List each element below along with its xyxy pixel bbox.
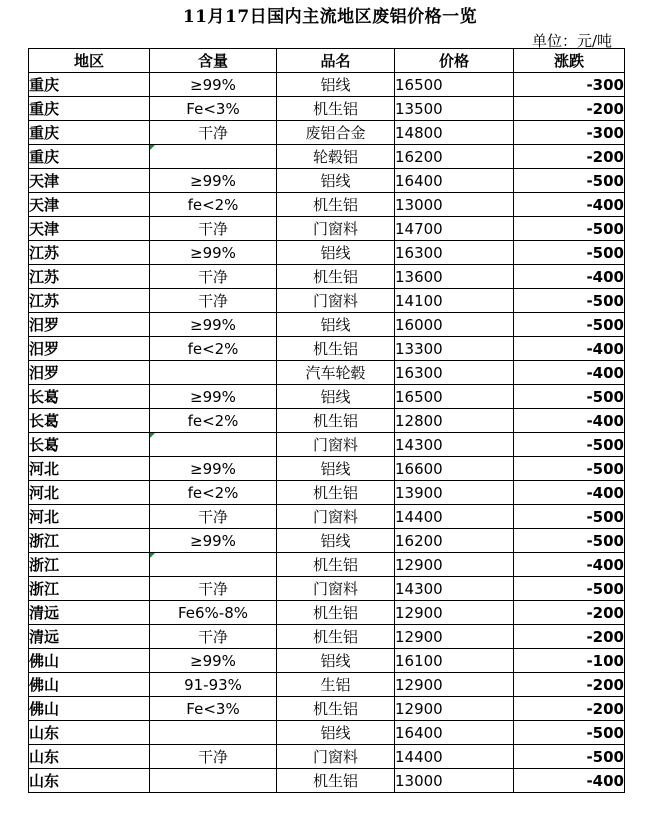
column-header-price: 价格: [395, 49, 514, 73]
change-cell: -200: [514, 673, 625, 697]
region-cell: 重庆: [29, 97, 150, 121]
content-cell: 干净: [150, 505, 277, 529]
content-cell: [150, 433, 277, 457]
content-cell: [150, 553, 277, 577]
region-cell: 浙江: [29, 553, 150, 577]
region-cell: 山东: [29, 721, 150, 745]
price-cell: 16500: [395, 385, 514, 409]
table-row: [29, 745, 625, 769]
product-cell: 机生铝: [277, 97, 395, 121]
product-cell: 门窗料: [277, 745, 395, 769]
change-cell: -500: [514, 169, 625, 193]
content-cell: [150, 769, 277, 793]
content-cell: fe<2%: [150, 409, 277, 433]
region-cell: 长葛: [29, 409, 150, 433]
table-row: [29, 769, 625, 793]
content-cell: Fe<3%: [150, 697, 277, 721]
region-cell: 天津: [29, 217, 150, 241]
content-cell: ≥99%: [150, 73, 277, 97]
product-cell: 机生铝: [277, 769, 395, 793]
table-row: [29, 337, 625, 361]
price-cell: 16300: [395, 361, 514, 385]
content-cell: [150, 145, 277, 169]
price-cell: 12900: [395, 601, 514, 625]
region-cell: 汨罗: [29, 361, 150, 385]
price-cell: 16200: [395, 529, 514, 553]
change-cell: -500: [514, 457, 625, 481]
change-cell: -500: [514, 289, 625, 313]
price-cell: 12900: [395, 673, 514, 697]
price-cell: 14800: [395, 121, 514, 145]
region-cell: 汨罗: [29, 313, 150, 337]
price-cell: 14700: [395, 217, 514, 241]
table-row: [29, 433, 625, 457]
change-cell: -500: [514, 385, 625, 409]
change-cell: -400: [514, 409, 625, 433]
content-cell: 干净: [150, 217, 277, 241]
product-cell: 废铝合金: [277, 121, 395, 145]
price-cell: 14100: [395, 289, 514, 313]
change-cell: -400: [514, 265, 625, 289]
change-cell: -400: [514, 193, 625, 217]
table-row: [29, 601, 625, 625]
change-cell: -500: [514, 505, 625, 529]
region-cell: 河北: [29, 457, 150, 481]
price-table: [28, 48, 625, 793]
change-cell: -500: [514, 721, 625, 745]
price-cell: 16400: [395, 721, 514, 745]
table-row: [29, 457, 625, 481]
content-cell: ≥99%: [150, 169, 277, 193]
table-row: [29, 97, 625, 121]
product-cell: 汽车轮毂: [277, 361, 395, 385]
region-cell: 清远: [29, 601, 150, 625]
change-cell: -500: [514, 433, 625, 457]
content-cell: 干净: [150, 289, 277, 313]
content-cell: [150, 361, 277, 385]
product-cell: 铝线: [277, 649, 395, 673]
change-cell: -400: [514, 361, 625, 385]
price-cell: 13000: [395, 193, 514, 217]
region-cell: 重庆: [29, 73, 150, 97]
price-cell: 13900: [395, 481, 514, 505]
change-cell: -500: [514, 529, 625, 553]
column-header-change: 涨跌: [514, 49, 625, 73]
region-cell: 浙江: [29, 529, 150, 553]
product-cell: 门窗料: [277, 433, 395, 457]
change-cell: -300: [514, 121, 625, 145]
table-row: [29, 505, 625, 529]
change-cell: -200: [514, 697, 625, 721]
change-cell: -400: [514, 553, 625, 577]
content-cell: Fe6%-8%: [150, 601, 277, 625]
change-cell: -300: [514, 73, 625, 97]
price-cell: 16500: [395, 73, 514, 97]
table-row: [29, 217, 625, 241]
region-cell: 长葛: [29, 433, 150, 457]
table-row: [29, 577, 625, 601]
price-cell: 13000: [395, 769, 514, 793]
price-cell: 13600: [395, 265, 514, 289]
product-cell: 门窗料: [277, 577, 395, 601]
price-cell: 14300: [395, 577, 514, 601]
column-header-product: 品名: [277, 49, 395, 73]
content-cell: 干净: [150, 625, 277, 649]
content-cell: ≥99%: [150, 241, 277, 265]
region-cell: 长葛: [29, 385, 150, 409]
product-cell: 轮毂铝: [277, 145, 395, 169]
price-cell: 12900: [395, 553, 514, 577]
price-cell: 16400: [395, 169, 514, 193]
product-cell: 门窗料: [277, 505, 395, 529]
content-cell: ≥99%: [150, 457, 277, 481]
content-cell: 干净: [150, 745, 277, 769]
product-cell: 铝线: [277, 73, 395, 97]
price-cell: 12900: [395, 625, 514, 649]
price-cell: 14300: [395, 433, 514, 457]
price-cell: 13500: [395, 97, 514, 121]
region-cell: 河北: [29, 505, 150, 529]
column-header-content: 含量: [150, 49, 277, 73]
product-cell: 铝线: [277, 169, 395, 193]
product-cell: 门窗料: [277, 217, 395, 241]
region-cell: 河北: [29, 481, 150, 505]
content-cell: Fe<3%: [150, 97, 277, 121]
table-row: [29, 529, 625, 553]
price-cell: 16600: [395, 457, 514, 481]
table-row: [29, 385, 625, 409]
table-row: [29, 553, 625, 577]
product-cell: 机生铝: [277, 193, 395, 217]
price-cell: 16000: [395, 313, 514, 337]
change-cell: -400: [514, 769, 625, 793]
change-cell: -500: [514, 241, 625, 265]
product-cell: 铝线: [277, 241, 395, 265]
product-cell: 机生铝: [277, 697, 395, 721]
table-row: [29, 193, 625, 217]
region-cell: 江苏: [29, 265, 150, 289]
table-row: [29, 241, 625, 265]
region-cell: 重庆: [29, 121, 150, 145]
content-cell: 干净: [150, 265, 277, 289]
price-cell: 12800: [395, 409, 514, 433]
table-row: [29, 313, 625, 337]
change-cell: -100: [514, 649, 625, 673]
change-cell: -200: [514, 601, 625, 625]
product-cell: 门窗料: [277, 289, 395, 313]
table-header-row: [29, 49, 625, 73]
product-cell: 机生铝: [277, 601, 395, 625]
column-header-region: 地区: [29, 49, 150, 73]
region-cell: 清远: [29, 625, 150, 649]
content-cell: 91-93%: [150, 673, 277, 697]
content-cell: ≥99%: [150, 529, 277, 553]
region-cell: 浙江: [29, 577, 150, 601]
product-cell: 机生铝: [277, 409, 395, 433]
change-cell: -500: [514, 217, 625, 241]
change-cell: -500: [514, 745, 625, 769]
region-cell: 山东: [29, 745, 150, 769]
product-cell: 机生铝: [277, 553, 395, 577]
product-cell: 机生铝: [277, 481, 395, 505]
table-row: [29, 673, 625, 697]
content-cell: ≥99%: [150, 385, 277, 409]
region-cell: 重庆: [29, 145, 150, 169]
content-cell: ≥99%: [150, 649, 277, 673]
change-cell: -500: [514, 577, 625, 601]
change-cell: -200: [514, 145, 625, 169]
table-row: [29, 649, 625, 673]
product-cell: 铝线: [277, 457, 395, 481]
price-cell: 14400: [395, 745, 514, 769]
table-row: [29, 265, 625, 289]
content-cell: [150, 721, 277, 745]
table-body: [29, 73, 625, 793]
price-cell: 16100: [395, 649, 514, 673]
product-cell: 机生铝: [277, 625, 395, 649]
product-cell: 机生铝: [277, 265, 395, 289]
page-title: 11月17日国内主流地区废铝价格一览: [182, 7, 478, 27]
change-cell: -200: [514, 625, 625, 649]
region-cell: 江苏: [29, 289, 150, 313]
product-cell: 铝线: [277, 385, 395, 409]
table-row: [29, 169, 625, 193]
region-cell: 汨罗: [29, 337, 150, 361]
price-cell: 16300: [395, 241, 514, 265]
region-cell: 江苏: [29, 241, 150, 265]
change-cell: -400: [514, 337, 625, 361]
table-row: [29, 481, 625, 505]
region-cell: 天津: [29, 193, 150, 217]
product-cell: 铝线: [277, 721, 395, 745]
region-cell: 佛山: [29, 697, 150, 721]
table-row: [29, 289, 625, 313]
price-cell: 16200: [395, 145, 514, 169]
region-cell: 佛山: [29, 673, 150, 697]
unit-label: 单位：元/吨: [531, 32, 612, 50]
change-cell: -500: [514, 313, 625, 337]
content-cell: 干净: [150, 577, 277, 601]
price-cell: 12900: [395, 697, 514, 721]
change-cell: -200: [514, 97, 625, 121]
content-cell: fe<2%: [150, 481, 277, 505]
change-cell: -400: [514, 481, 625, 505]
region-cell: 佛山: [29, 649, 150, 673]
price-cell: 14400: [395, 505, 514, 529]
table-row: [29, 697, 625, 721]
content-cell: fe<2%: [150, 193, 277, 217]
content-cell: ≥99%: [150, 313, 277, 337]
product-cell: 铝线: [277, 529, 395, 553]
table-row: [29, 145, 625, 169]
content-cell: fe<2%: [150, 337, 277, 361]
region-cell: 山东: [29, 769, 150, 793]
table-row: [29, 121, 625, 145]
product-cell: 生铝: [277, 673, 395, 697]
content-cell: 干净: [150, 121, 277, 145]
region-cell: 天津: [29, 169, 150, 193]
price-cell: 13300: [395, 337, 514, 361]
table-row: [29, 73, 625, 97]
product-cell: 机生铝: [277, 337, 395, 361]
table-row: [29, 721, 625, 745]
product-cell: 铝线: [277, 313, 395, 337]
table-row: [29, 625, 625, 649]
table-row: [29, 409, 625, 433]
table-row: [29, 361, 625, 385]
